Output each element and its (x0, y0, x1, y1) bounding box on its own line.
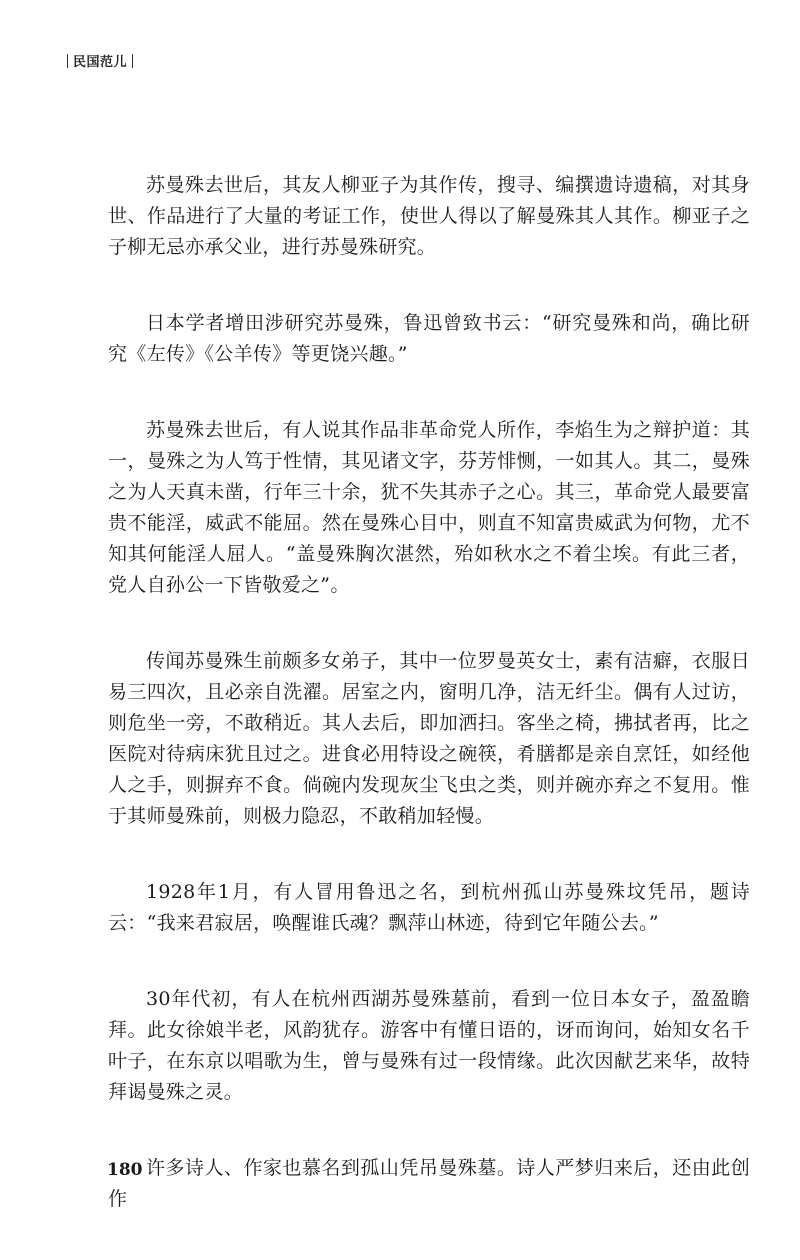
header-divider-left (67, 54, 68, 68)
paragraph-1: 苏曼殊去世后，其友人柳亚子为其作传，搜寻、编撰遗诗遗稿，对其身世、作品进行了大量的考证工作，使世人得以了解曼殊其人其作。柳亚子之子柳无忌亦承父业，进行苏曼殊研究。 (108, 174, 750, 258)
page-number: 180 (107, 1160, 143, 1180)
header-divider-right (132, 54, 133, 68)
paragraph-6: 30年代初，有人在杭州西湖苏曼殊墓前，看到一位日本女子，盈盈瞻拜。此女徐娘半老，风韵犹存。游客中有懂日语的，讶而询问，始知女名千叶子，在东京以唱歌为生，曾与曼殊有过一段情缘。此次因献艺来华，故特拜谒曼殊之灵。 (108, 988, 750, 1103)
running-header (62, 51, 138, 70)
paragraph-7: 许多诗人、作家也慕名到孤山凭吊曼殊墓。诗人严梦归来后，还由此创作 (108, 1157, 750, 1210)
paragraph-2: 日本学者增田涉研究苏曼殊，鲁迅曾致书云：“研究曼殊和尚，确比研究《左传》《公羊传》等更饶兴趣。” (108, 312, 750, 365)
paragraph-5: 1928年1月，有人冒用鲁迅之名，到杭州孤山苏曼殊坟凭吊，题诗云：“我来君寂居，唤醒谁氏魂？飘萍山林迹，待到它年随公去。” (108, 881, 750, 934)
paragraph-4: 传闻苏曼殊生前颇多女弟子，其中一位罗曼英女士，素有洁癖，衣服日易三四次，且必亲自洗濯。居室之内，窗明几净，洁无纤尘。偶有人过访，则危坐一旁，不敢稍近。其人去后，即加洒扫。客坐之椅，拂拭者再，比之医院对待病床犹且过之。进食必用特设之碗筷，肴膳都是亲自烹饪，如经他人之手，则摒弃不食。倘碗内发现灰尘飞虫之类，则并碗亦弃之不复用。惟于其师曼殊前，则极力隐忍，不敢稍加轻慢。 (108, 650, 750, 827)
book-title: 民国范儿 (73, 55, 128, 70)
paragraph-3: 苏曼殊去世后，有人说其作品非革命党人所作，李焰生为之辩护道：其一，曼殊之为人笃于性情，其见诸文字，芬芳悱恻，一如其人。其二，曼殊之为人天真未凿，行年三十余，犹不失其赤子之心。其三，革命党人最要富贵不能淫，威武不能屈。然在曼殊心目中，则直不知富贵威武为何物，尤不知其何能淫人屈人。“盖曼殊胸次湛然，殆如秋水之不着尘埃。有此三者，党人自孙公一下皆敬爱之”。 (108, 419, 750, 596)
body-text (108, 170, 750, 1260)
